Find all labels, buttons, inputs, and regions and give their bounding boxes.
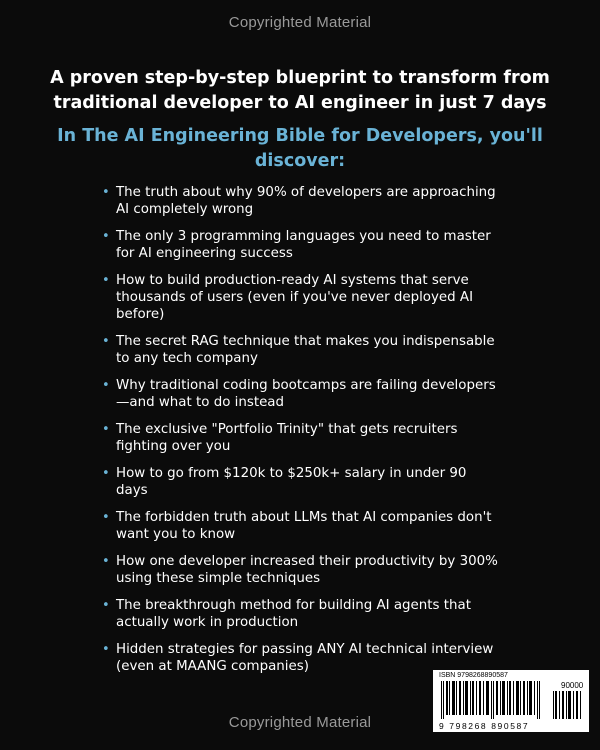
bullet-dot-icon: • [102, 466, 110, 481]
list-item [100, 377, 500, 411]
list-item-text: Why traditional coding bootcamps are failing developers—and what to do instead [116, 378, 496, 410]
bullet-dot-icon: • [102, 334, 110, 349]
isbn-label: ISBN 9798268890587 [439, 672, 508, 679]
bullet-dot-icon: • [102, 642, 110, 657]
bullet-dot-icon: • [102, 422, 110, 437]
headline: A proven step-by-step blueprint to transform from traditional developer to AI engineer in just 7 days [50, 68, 550, 113]
price-code: 90000 [561, 681, 584, 690]
bullet-dot-icon: • [102, 185, 110, 200]
list-item [100, 465, 500, 499]
list-item [100, 184, 500, 218]
list-item-text: The exclusive "Portfolio Trinity" that gets recruiters fighting over you [116, 422, 458, 454]
list-item-text: How to go from $120k to $250k+ salary in under 90 days [116, 466, 467, 498]
bullet-list [100, 184, 500, 685]
list-item-text: Hidden strategies for passing ANY AI technical interview (even at MAANG companies) [116, 642, 494, 674]
bullet-dot-icon: • [102, 554, 110, 569]
list-item-text: How one developer increased their productivity by 300% using these simple techniques [116, 554, 498, 586]
list-item [100, 421, 500, 455]
list-item [100, 597, 500, 631]
copyright-watermark-bottom: Copyrighted Material [228, 714, 372, 731]
list-item-text: The forbidden truth about LLMs that AI companies don't want you to know [116, 510, 492, 542]
list-item [100, 228, 500, 262]
bullet-dot-icon: • [102, 598, 110, 613]
isbn-digits: 9 798268 890587 [439, 721, 530, 731]
list-item-text: How to build production-ready AI systems that serve thousands of users (even if you've never deployed AI before) [116, 273, 474, 322]
list-item-text: The truth about why 90% of developers are approaching AI completely wrong [116, 185, 496, 217]
list-item [100, 509, 500, 543]
bullet-dot-icon: • [102, 273, 110, 288]
list-item [100, 553, 500, 587]
list-item-text: The breakthrough method for building AI agents that actually work in production [116, 598, 471, 630]
copyright-watermark-top: Copyrighted Material [228, 14, 372, 31]
list-item [100, 333, 500, 367]
bullet-dot-icon: • [102, 378, 110, 393]
bullet-dot-icon: • [102, 510, 110, 525]
list-item [100, 272, 500, 323]
list-item-text: The only 3 programming languages you need to master for AI engineering success [116, 229, 491, 261]
bullet-dot-icon: • [102, 229, 110, 244]
list-item-text: The secret RAG technique that makes you indispensable to any tech company [116, 334, 495, 366]
subheading: In The AI Engineering Bible for Developers, you'll discover: [57, 126, 543, 171]
